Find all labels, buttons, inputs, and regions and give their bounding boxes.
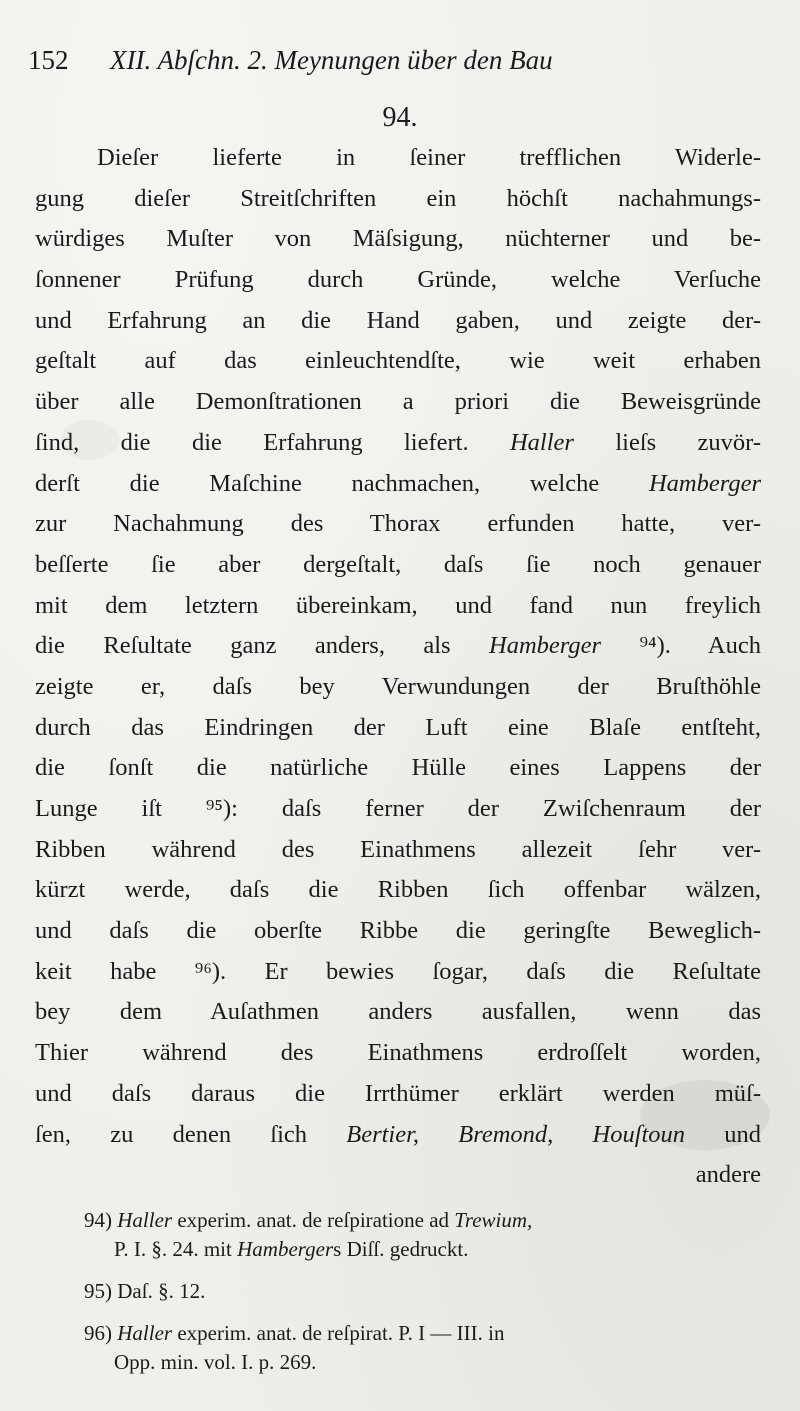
footnote-96-line: 96) Haller experim. anat. de reſpirat. P. I — III. in (84, 1321, 505, 1345)
text-line: und daſs daraus die Irrthümer erklärt werden müſ- (35, 1079, 761, 1107)
text-line: zeigte er, daſs bey Verwundungen der Bruſthöhle (35, 672, 761, 700)
text-line: keit habe ⁹⁶). Er bewies ſogar, daſs die Reſultate (35, 957, 761, 985)
text-line: würdiges Muſter von Mäſsigung, nüchterner und be- (35, 225, 761, 253)
text-line: die Reſultate ganz anders, als Hamberger ⁹⁴). Auch (35, 632, 761, 660)
text-line: und daſs die oberſte Ribbe die geringſte Beweglich- (35, 917, 761, 945)
footnote-96-line: Opp. min. vol. I. p. 269. (114, 1350, 317, 1374)
text-line: ſonnener Prüfung durch Gründe, welche Verſuche (35, 266, 761, 294)
text-line: ſen, zu denen ſich Bertier, Bremond, Houſtoun und (35, 1120, 762, 1148)
footnote-94-line: 94) Haller experim. anat. de reſpiratione ad Trewium, (84, 1208, 533, 1232)
page-header (28, 40, 773, 80)
text-line: Lunge iſt ⁹⁵): daſs ferner der Zwiſchenraum der (35, 795, 761, 822)
text-line: durch das Eindringen der Luft eine Blaſe entſteht, (35, 713, 761, 741)
footnotes (84, 1206, 774, 1377)
catchword: andere (695, 1161, 761, 1189)
text-line: Thier während des Einathmens erdroſſelt worden, (35, 1039, 761, 1067)
text-line: die ſonſt die natürliche Hülle eines Lappens der (35, 754, 761, 782)
text-line: ſind, die die Erfahrung liefert. Haller lieſs zuvör- (35, 428, 762, 456)
text-line: und Erfahrung an die Hand gaben, und zeigte der- (35, 306, 761, 334)
text-line: kürzt werde, daſs die Ribben ſich offenbar wälzen, (35, 876, 761, 904)
text-line: gung dieſer Streitſchriften ein höchſt nachahmungs- (35, 184, 761, 212)
page-number: 152 (28, 45, 69, 75)
text-line: mit dem letztern übereinkam, und fand nun freylich (35, 591, 761, 619)
running-head: XII. Abſchn. 2. Meynungen über den Bau (110, 45, 553, 75)
footnote-94-line: P. I. §. 24. mit Hambergers Diſſ. gedruckt. (114, 1237, 469, 1261)
section-number: 94. (382, 102, 418, 133)
text-line: geſtalt auf das einleuchtendſte, wie weit erhaben (35, 347, 761, 375)
text-line: bey dem Auſathmen anders ausfallen, wenn das (35, 998, 761, 1026)
text-line: zur Nachahmung des Thorax erfunden hatte, ver- (35, 510, 761, 538)
text-line: über alle Demonſtrationen a priori die Beweisgründe (35, 388, 761, 416)
text-line: beſſerte ſie aber dergeſtalt, daſs ſie noch genauer (35, 550, 761, 578)
body-text (35, 138, 761, 1196)
text-line: Ribben während des Einathmens allezeit ſehr ver- (35, 835, 761, 863)
text-line: Dieſer lieferte in ſeiner trefflichen Widerle- (97, 144, 761, 171)
text-line: derſt die Maſchine nachmachen, welche Hamberger (35, 469, 761, 497)
footnote-95-line: 95) Daſ. §. 12. (84, 1279, 206, 1303)
